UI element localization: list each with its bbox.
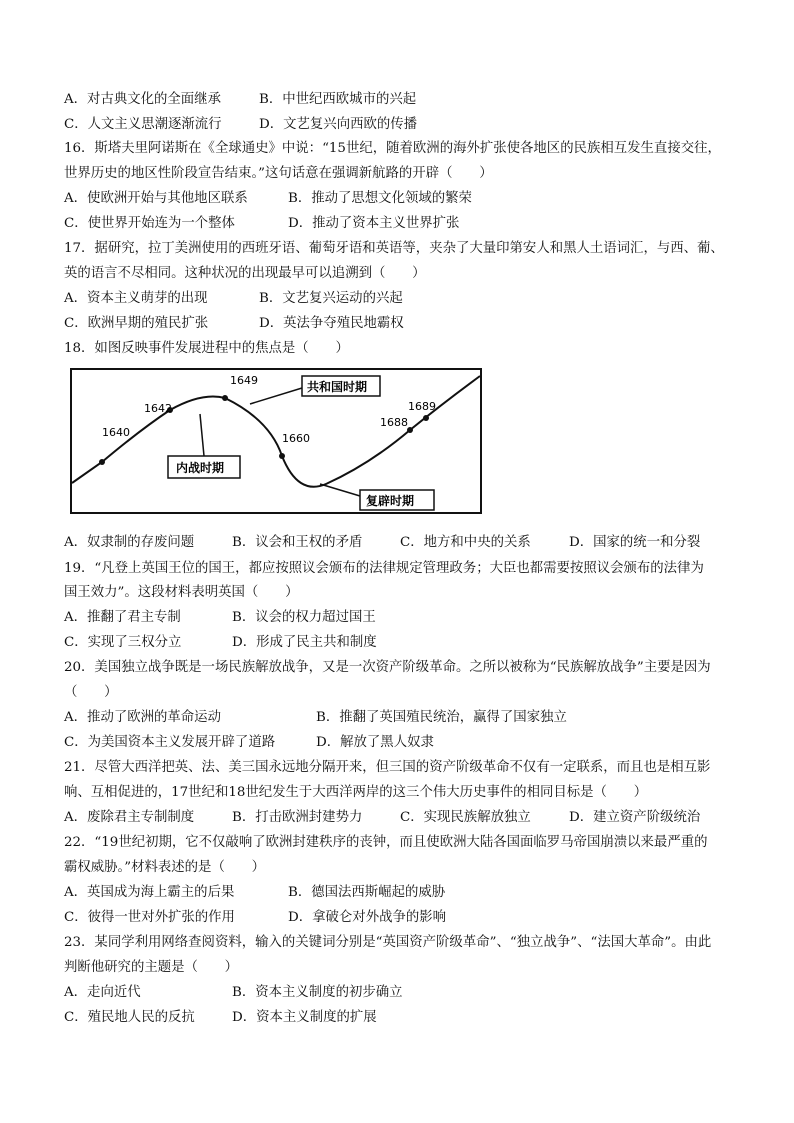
- option-c: C．为美国资本主义发展开辟了道路: [64, 735, 276, 750]
- option-d: D．形成了民主共和制度: [232, 635, 377, 650]
- option-d: D．英法争夺殖民地霸权: [259, 316, 404, 331]
- option-c: C．人文主义思潮逐渐流行: [64, 117, 222, 132]
- option-b: B．中世纪西欧城市的兴起: [259, 92, 417, 107]
- year-label-1642: 1642: [144, 402, 172, 415]
- question-23-stem-cont: 判断他研究的主题是（ ）: [64, 960, 239, 975]
- point-1649: [222, 395, 228, 401]
- option-d: D．解放了黑人奴隶: [316, 735, 434, 750]
- option-c: C．彼得一世对外扩张的作用: [64, 910, 235, 925]
- label-restoration: 复辟时期: [366, 494, 415, 508]
- option-b: B．推动了思想文化领域的繁荣: [288, 191, 472, 206]
- question-19-stem: 19．“凡登上英国王位的国王，都应按照议会颁布的法律规定管理政务；大臣也都需要按照议会颁布的法律为: [64, 561, 704, 576]
- option-d: D．拿破仑对外战争的影响: [288, 910, 447, 925]
- option-c: C．欧洲早期的殖民扩张: [64, 316, 209, 331]
- question-21-stem: 21．尽管大西洋把英、法、美三国永远地分隔开来，但三国的资产阶级革命不仅有一定联系，而且也是相互影: [64, 760, 711, 775]
- option-d: D．建立资产阶级统治: [569, 810, 701, 825]
- option-c: C．地方和中央的关系: [400, 535, 531, 550]
- question-22-stem-cont: 霸权威胁。”材料表述的是（ ）: [64, 860, 266, 875]
- point-1660: [279, 453, 285, 459]
- option-a: A．对古典文化的全面继承: [64, 92, 221, 107]
- year-label-1649: 1649: [230, 374, 258, 387]
- option-b: B．议会的权力超过国王: [232, 610, 376, 625]
- option-c: C．实现民族解放独立: [400, 810, 531, 825]
- question-18-stem: 18．如图反映事件发展进程中的焦点是（ ）: [64, 341, 349, 356]
- year-label-1640: 1640: [102, 426, 130, 439]
- year-label-1688: 1688: [380, 416, 408, 429]
- question-20-stem: 20．美国独立战争既是一场民族解放战争，又是一次资产阶级革命。之所以被称为“民族解放战争”主要是因为: [64, 660, 711, 675]
- question-20-stem-cont: （ ）: [64, 685, 118, 700]
- option-c: C．使世界开始连为一个整体: [64, 216, 235, 231]
- option-b: B．议会和王权的矛盾: [232, 535, 363, 550]
- option-d: D．文艺复兴向西欧的传播: [259, 117, 418, 132]
- option-a: A．废除君主专制制度: [64, 810, 195, 825]
- year-label-1660: 1660: [282, 432, 310, 445]
- option-b: B．打击欧洲封建势力: [232, 810, 363, 825]
- option-c: C．实现了三权分立: [64, 635, 182, 650]
- option-d: D．国家的统一和分裂: [569, 535, 701, 550]
- option-a: A．走向近代: [64, 985, 141, 1000]
- option-b: B．资本主义制度的初步确立: [232, 985, 403, 1000]
- label-civil-war: 内战时期: [176, 461, 225, 475]
- option-a: A．使欧洲开始与其他地区联系: [64, 191, 248, 206]
- option-d: D．资本主义制度的扩展: [232, 1010, 377, 1025]
- question-16-stem-cont: 世界历史的地区性阶段宣告结束。”这句话意在强调新航路的开辟（ ）: [64, 166, 493, 181]
- question-21-stem-cont: 响、互相促进的，17世纪和18世纪发生于大西洋两岸的这三个伟大历史事件的相同目标是（ ）: [64, 785, 648, 800]
- option-b: B．德国法西斯崛起的威胁: [288, 885, 446, 900]
- option-a: A．英国成为海上霸主的后果: [64, 885, 235, 900]
- label-republic: 共和国时期: [307, 380, 368, 394]
- option-b: B．推翻了英国殖民统治，赢得了国家独立: [316, 710, 567, 725]
- point-1689: [423, 415, 429, 421]
- option-a: A．资本主义萌芽的出现: [64, 291, 208, 306]
- question-23-stem: 23．某同学利用网络查阅资料，输入的关键词分别是“英国资产阶级革命”、“独立战争”、“法国大革命”。由此: [64, 935, 712, 950]
- year-label-1689: 1689: [408, 400, 436, 413]
- option-d: D．推动了资本主义世界扩张: [288, 216, 460, 231]
- question-17-stem: 17．据研究，拉丁美洲使用的西班牙语、葡萄牙语和英语等，夹杂了大量印第安人和黑人土语词汇，与西、葡、: [64, 241, 724, 256]
- question-17-stem-cont: 英的语言不尽相同。这种状况的出现最早可以追溯到（ ）: [64, 266, 426, 281]
- option-a: A．推翻了君主专制: [64, 610, 181, 625]
- english-revolution-timeline-diagram: [70, 368, 482, 514]
- question-22-stem: 22．“19世纪初期，它不仅敲响了欧洲封建秩序的丧钟，而且使欧洲大陆各国面临罗马帝国崩溃以来最严重的: [64, 835, 708, 850]
- option-c: C．殖民地人民的反抗: [64, 1010, 195, 1025]
- option-a: A．奴隶制的存废问题: [64, 535, 195, 550]
- point-1640: [99, 459, 105, 465]
- question-16-stem: 16．斯塔夫里阿诺斯在《全球通史》中说：“15世纪，随着欧洲的海外扩张使各地区的民族相互发生直接交往，: [64, 141, 721, 156]
- option-a: A．推动了欧洲的革命运动: [64, 710, 221, 725]
- question-19-stem-cont: 国王效力”。这段材料表明英国（ ）: [64, 585, 299, 600]
- option-b: B．文艺复兴运动的兴起: [259, 291, 403, 306]
